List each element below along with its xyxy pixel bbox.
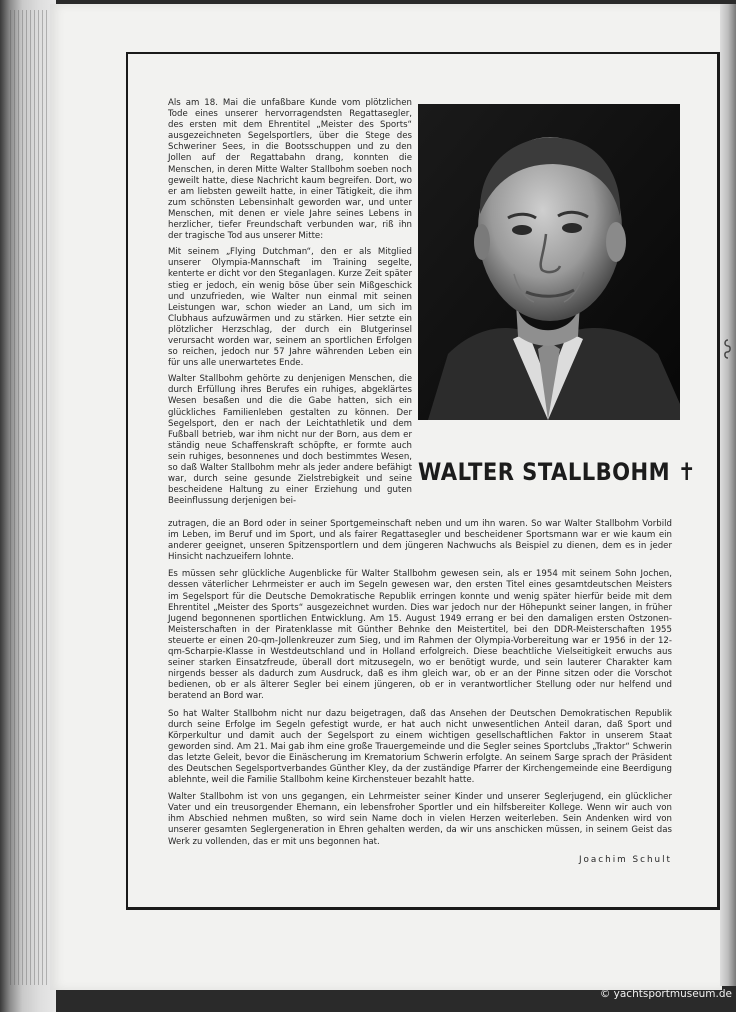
article-paragraph-1: Als am 18. Mai die unfaßbare Kunde vom plötzlichen Tode eines unserer hervorragendsten Regattasegler, des ersten mit dem Ehrentitel „Meister des Sports“ ausgezeichneten Segelsportlers, über die Stege des Schweriner Sees, in die Bootsschuppen und zu den Jollen auf der Regattabahn drang, konnten die Menschen, in deren Mitte Walter Stallbohm soeben noch geweilt hatte, diese Nachricht kaum begreifen. Dort, wo er am liebsten geweilt hatte, in einer Tätigkeit, die ihm zum schönsten Lebensinhalt geworden war, und unter Menschen, mit denen er viele Jahre seines Lebens in herzlicher, tiefer Freundschaft verbunden war, riß ihn der tragische Tod aus unserer Mitte: xyxy=(168,98,412,242)
headline-name: WALTER STALLBOHM xyxy=(418,458,671,486)
article-paragraph-7: Walter Stallbohm ist von uns gegangen, ein Lehrmeister seiner Kinder und unserer Seglerjugend, ein glücklicher Vater und ein treusorgender Ehemann, ein lebensfroher Sportler und ein hilfsbereiter Kollege. Wenn wir auch von ihm Abschied nehmen mußten, so wird sein Name doch in vielen Herzen weiterleben. Sein Andenken wird von unserer gesamten Seglergeneration in Ehren gehalten werden, da wir uns anschicken müssen, in seinem Geist das Werk zu vollenden, das er mit uns begonnen hat. xyxy=(168,792,672,847)
article-paragraph-6: So hat Walter Stallbohm nicht nur dazu beigetragen, daß das Ansehen der Deutschen Demokratischen Republik durch seine Erfolge im Segeln gefestigt wurde, er hat auch nicht unwesentlichen Anteil daran, daß Sport und Körperkultur und damit auch der Segelsport zu einem wichtigen gesellschaftlichen Faktor in unserem Staat geworden sind. Am 21. Mai gab ihm eine große Trauergemeinde und die Segler seines Sportclubs „Traktor“ Schwerin das letzte Geleit, bevor die Einäscherung im Krematorium Schwerin erfolgte. An seinem Sarge sprach der Präsident des Deutschen Segelsportverbandes Günther Kley, da der zuständige Pfarrer der Kirchengemeinde eine Beerdigung ablehnte, weil die Familie Stallbohm keine Kirchensteuer bezahlt hatte. xyxy=(168,708,672,786)
article-author: Joachim Schult xyxy=(578,855,672,865)
cross-icon: ✝ xyxy=(677,458,697,486)
facing-page-edge xyxy=(720,4,736,986)
article-paragraph-4: zutragen, die an Bord oder in seiner Sportgemeinschaft neben und um ihn waren. So war Walter Stallbohm Vorbild im Leben, im Beruf und im Sport, und als fairer Regattasegler und bescheidener Sportsmann war er wie kaum ein anderer geeignet, unseren Spitzensportlern und dem jüngeren Nachwuchs als Beispiel zu dienen, dem es in jeder Hinsicht nachzueifern lohnte. xyxy=(168,519,672,563)
article-paragraph-5: Es müssen sehr glückliche Augenblicke für Walter Stallbohm gewesen sein, als er 1954 mit seinem Sohn Jochen, dessen väterlicher Lehrmeister er auch im Segeln gewesen war, den ersten Titel eines gesamtdeutschen Meisters im Segelsport für die Deutsche Demokratische Republik erringen konnte und wenig später hierfür beide mit dem Ehrentitel „Meister des Sports“ ausgezeichnet wurden. Dies war jedoch nur der Höhepunkt seiner langen, in früher Jugend begonnenen sportlichen Entwicklung. Am 15. August 1949 errang er bei den damaligen ersten Ostzonen-Meisterschaften in der Piratenklasse mit Günther Behnke den Meistertitel, bei den DDR-Meisterschaften 1955 steuerte er einen 20-qm-Jollenkreuzer zum Sieg, und im Rahmen der Olympia-Vorbereitung war er 1956 in der 12-qm-Scharpie-Klasse in Westdeutschland und in Holland erfolgreich. Diese beachtliche Vielseitigkeit erwuchs aus seiner starken Einsatzfreude, überall dort mitzusegeln, wo er benötigt wurde, und sein lauterer Charakter kam nirgends besser als dadurch zum Ausdruck, daß es ihm gleich war, ob er an der Pinne sitzen oder die Vorschot bedienen, ob er als älterer Segler bei einem jüngeren, ob er in verantwortlicher Stellung oder nur helfend und beratend an Bord war. xyxy=(168,569,672,702)
portrait-photo xyxy=(418,104,680,420)
obituary-headline xyxy=(418,458,697,486)
paper-clip-icon xyxy=(722,338,732,362)
portrait-illustration xyxy=(418,104,680,420)
copyright-notice: © yachtsportmuseum.de xyxy=(599,988,732,1000)
article-paragraph-3: Walter Stallbohm gehörte zu denjenigen Menschen, die durch Erfüllung ihres Berufes ein ruhiges, abgeklärtes Wesen besaßen und die die Gabe hatten, sich ein glückliches Familienleben gestalten zu können. Der Segelsport, den er nach der Leichtathletik und dem Fußball betrieb, war ihm nicht nur der Born, aus dem er ständig neue Schaffenskraft schöpfte, er formte auch sein ruhiges, besonnenes und doch bestimmtes Wesen, so daß Walter Stallbohm mehr als jeder andere befähigt war, durch seine gesunde Zielstrebigkeit und seine bescheidene Haltung zu einer Erziehung und guten Beeinflussung derjenigen bei- xyxy=(168,374,412,507)
article-continuation xyxy=(168,519,672,854)
book-binding xyxy=(0,0,56,1012)
article-intro-column xyxy=(168,98,412,512)
article-paragraph-2: Mit seinem „Flying Dutchman“, den er als Mitglied unserer Olympia-Mannschaft im Training segelte, kenterte er dicht vor den Steganlagen. Kurze Zeit später stieg er jedoch, ein wenig böse über sein Mißgeschick und unzufrieden, wie Walter nun einmal mit seinen Leistungen war, schon wieder an Land, um sich im Clubhaus aufzuwärmen und zu stärken. Hier setzte ein plötzlicher Herzschlag, der durch ein Blutgerinsel verursacht worden war, seinem an sportlichen Erfolgen so reichen, jedoch nur 57 Jahre währenden Leben ein für uns alle unerwartetes Ende. xyxy=(168,247,412,369)
page-edges xyxy=(10,10,50,985)
